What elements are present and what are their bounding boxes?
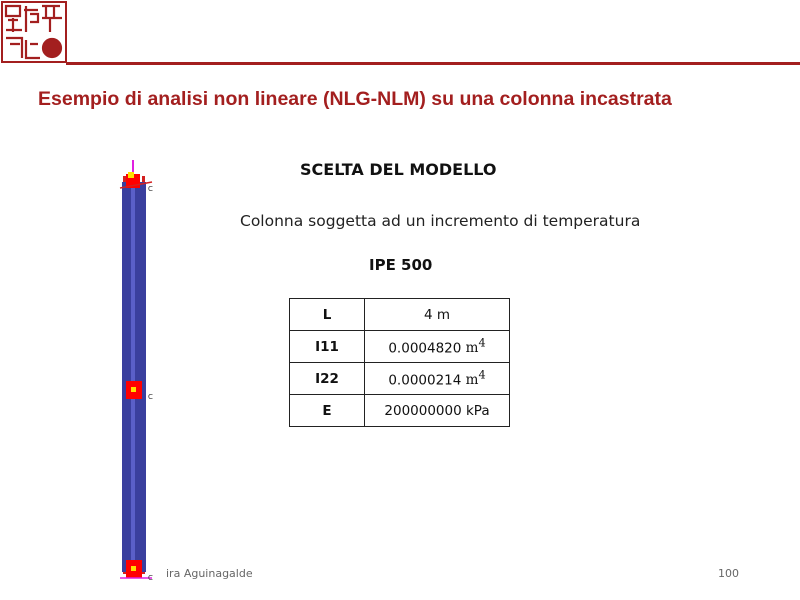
slide-title: Esempio di analisi non lineare (NLG-NLM) su una colonna incastrata xyxy=(38,88,672,110)
property-value-text: 0.0004820 xyxy=(388,340,462,357)
unit-base: m xyxy=(465,340,479,357)
property-key: I22 xyxy=(290,363,365,395)
property-unit xyxy=(465,336,486,357)
node-letter: C xyxy=(148,393,153,401)
table-row xyxy=(290,395,510,427)
property-key: E xyxy=(290,395,365,427)
column-model-graphic xyxy=(116,160,160,584)
page-number: 100 xyxy=(718,567,739,580)
node-letter: C xyxy=(148,185,153,193)
footer-author: ira Aguinagalde xyxy=(166,567,253,580)
node-letter: C xyxy=(148,574,153,582)
profile-label: IPE 500 xyxy=(369,256,433,274)
property-value-text: 0.0000214 xyxy=(388,372,462,389)
unit-exponent: 4 xyxy=(478,336,486,350)
property-unit xyxy=(465,368,486,389)
properties-table xyxy=(289,298,510,427)
property-value xyxy=(365,299,510,331)
property-value-text: 4 m xyxy=(423,306,451,323)
description-text: Colonna soggetta ad un incremento di temperatura xyxy=(240,212,641,230)
section-heading: SCELTA DEL MODELLO xyxy=(300,160,497,179)
table-row xyxy=(290,299,510,331)
property-value-text: 200000000 kPa xyxy=(384,402,490,419)
seal-logo xyxy=(0,0,68,64)
unit-exponent: 4 xyxy=(478,368,486,382)
unit-base: m xyxy=(465,372,479,389)
property-key: I11 xyxy=(290,331,365,363)
property-value xyxy=(365,395,510,427)
property-value xyxy=(365,331,510,363)
table-row xyxy=(290,331,510,363)
header-rule xyxy=(66,62,800,65)
property-value xyxy=(365,363,510,395)
table-row xyxy=(290,363,510,395)
property-key: L xyxy=(290,299,365,331)
